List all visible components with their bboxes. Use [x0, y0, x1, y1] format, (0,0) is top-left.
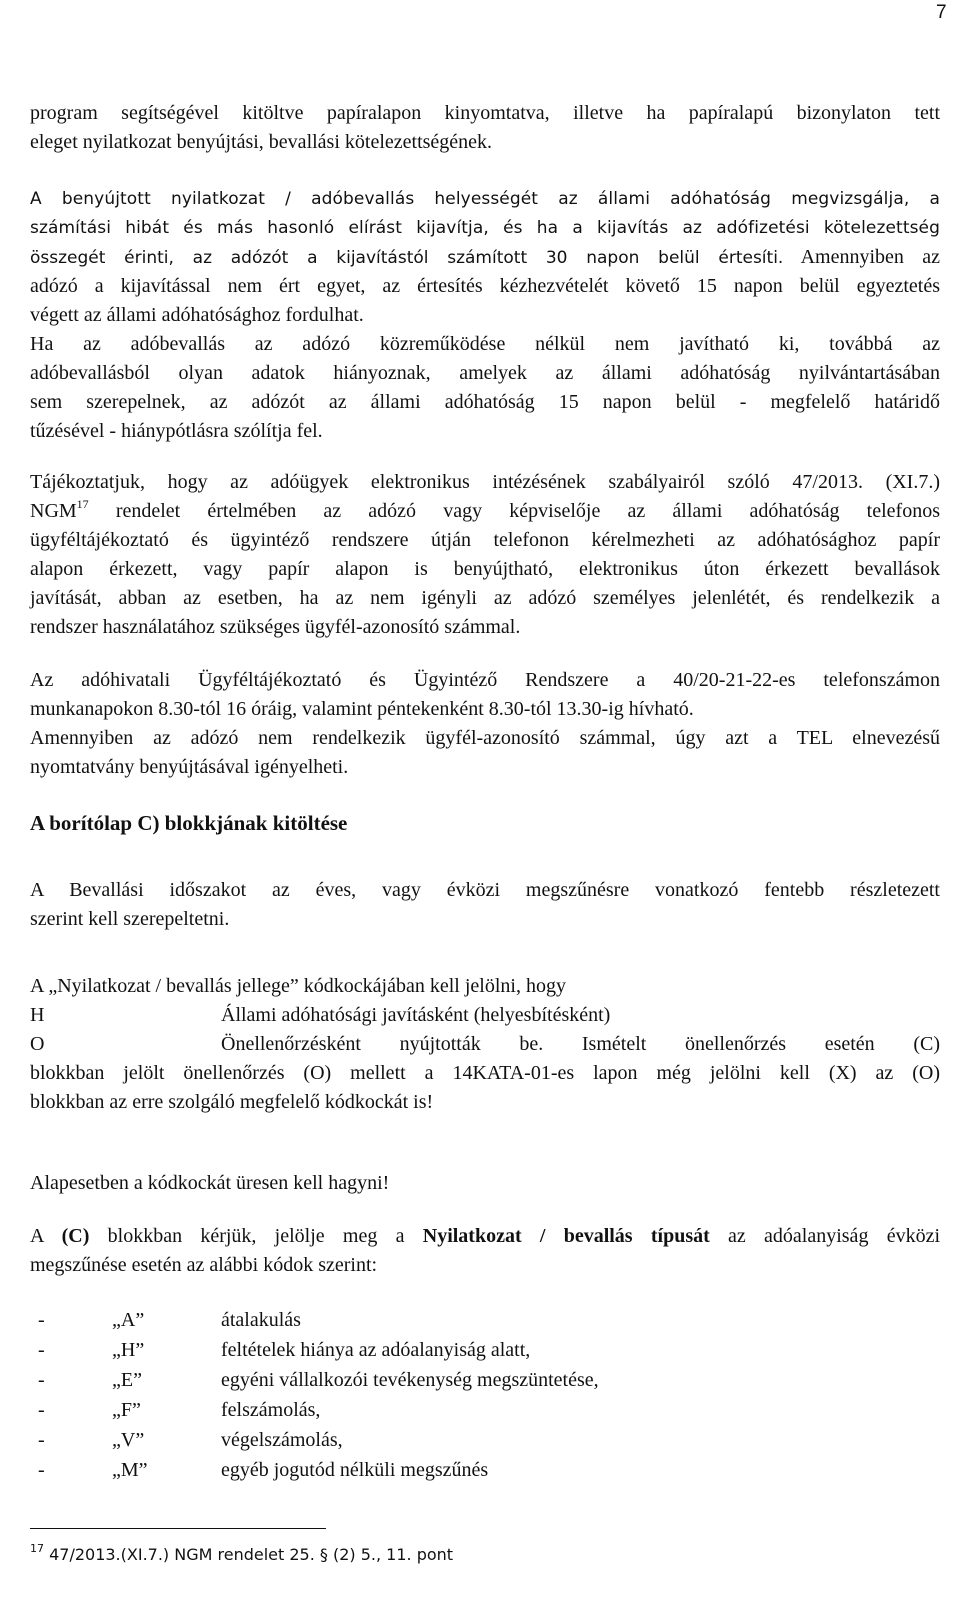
text-line: megszűnése esetén az alábbi kódok szerint: — [30, 1254, 378, 1276]
list-item — [30, 1456, 940, 1486]
text-line: Amennyiben az adózó nem rendelkezik ügyfél-azonosító számmal, úgy azt a TEL elnevezésű — [30, 727, 940, 749]
list-dash: - — [38, 1369, 45, 1391]
paragraph-3 — [30, 468, 940, 642]
page-number: 7 — [936, 2, 947, 23]
list-code: „V” — [112, 1429, 145, 1451]
text-line — [30, 1222, 940, 1251]
list-code: „H” — [112, 1339, 145, 1361]
code-row-h — [30, 1001, 940, 1030]
list-dash: - — [38, 1429, 45, 1451]
footnote — [30, 1542, 453, 1564]
text-line: program segítségével kitöltve papíralapon kinyomtatva, illetve ha papíralapú bizonylaton tett — [30, 102, 940, 124]
text-line: blokkban az erre szolgáló megfelelő kódkockát is! — [30, 1091, 434, 1113]
paragraph-8 — [30, 1222, 940, 1280]
list-desc: egyéb jogutód nélküli megszűnés — [221, 1459, 489, 1481]
text-line: sem szerepelnek, az adózót az állami adóhatóság 15 napon belül - megfelelő határidő — [30, 391, 940, 413]
bold-span: Nyilatkozat / bevallás típusát — [422, 1225, 710, 1247]
text-line — [30, 243, 940, 272]
list-desc: felszámolás, — [221, 1399, 321, 1421]
list-desc: feltételek hiánya az adóalanyiság alatt, — [221, 1339, 531, 1361]
code-row-o — [30, 1030, 940, 1059]
paragraph-6 — [30, 972, 940, 1117]
list-item — [30, 1366, 940, 1396]
paragraph-1 — [30, 99, 940, 157]
list-dash: - — [38, 1339, 45, 1361]
text-line: javítását, abban az esetben, ha az nem igényli az adózó személyes jelenlétét, és rendelkezik a — [30, 587, 940, 609]
footnote-ref: 17 — [76, 497, 89, 511]
text-span: A — [30, 1225, 62, 1247]
code-key: O — [30, 1033, 45, 1055]
text-line: alapon érkezett, vagy papír alapon is benyújtható, elektronikus úton érkezett bevallások — [30, 558, 940, 580]
list-dash: - — [38, 1459, 45, 1481]
text-line: A „Nyilatkozat / bevallás jellege” kódkockájában kell jelölni, hogy — [30, 975, 566, 997]
text-line: tűzésével - hiánypótlásra szólítja fel. — [30, 420, 323, 442]
text-line: Alapesetben a kódkockát üresen kell hagyni! — [30, 1172, 390, 1194]
footnote-text: 47/2013.(XI.7.) NGM rendelet 25. § (2) 5., 11. pont — [44, 1545, 454, 1564]
text-line: nyomtatvány benyújtásával igényelheti. — [30, 756, 349, 778]
list-desc: egyéni vállalkozói tevékenység megszüntetése, — [221, 1369, 599, 1391]
text-line — [30, 497, 940, 526]
list-desc: átalakulás — [221, 1309, 301, 1331]
paragraph-7 — [30, 1169, 940, 1198]
footnote-separator — [30, 1528, 326, 1529]
heading-text: A borítólap C) blokkjának kitöltése — [30, 811, 348, 835]
text-span: összegét érinti, az adózót a kijavítástól számított 30 napon belül értesíti. — [30, 248, 784, 268]
text-line: munkanapokon 8.30-tól 16 óráig, valamint péntekenként 8.30-tól 13.30-ig hívható. — [30, 698, 694, 720]
section-heading — [30, 809, 940, 838]
text-line: szerint kell szerepeltetni. — [30, 908, 230, 930]
text-span: Amennyiben az — [800, 246, 940, 268]
code-list — [30, 1306, 940, 1486]
text-span: rendelet értelmében az adózó vagy képviselője az állami adóhatóság telefonos — [88, 500, 940, 522]
text-line: Az adóhivatali Ügyféltájékoztató és Ügyintéző Rendszere a 40/20-21-22-es telefonszámon — [30, 669, 940, 691]
list-desc: végelszámolás, — [221, 1429, 343, 1451]
text-line: A Bevallási időszakot az éves, vagy évközi megszűnésre vonatkozó fentebb részletezett — [30, 879, 940, 901]
text-span: NGM — [30, 500, 77, 522]
text-line: Tájékoztatjuk, hogy az adóügyek elektronikus intézésének szabályairól szóló 47/2013. (XI.7.) — [30, 471, 940, 493]
list-item — [30, 1396, 940, 1426]
list-code: „F” — [112, 1399, 141, 1421]
paragraph-5 — [30, 876, 940, 934]
text-line: eleget nyilatkozat benyújtási, bevallási kötelezettségének. — [30, 131, 493, 153]
text-span: blokkban kérjük, jelölje meg a — [89, 1225, 423, 1247]
list-item — [30, 1426, 940, 1456]
text-span: az adóalanyiság évközi — [709, 1225, 941, 1247]
list-code: „E” — [112, 1369, 142, 1391]
bold-span: (C) — [61, 1225, 90, 1247]
paragraph-2 — [30, 185, 940, 446]
code-value: Önellenőrzésként nyújtották be. Ismételt önellenőrzés esetén (C) — [221, 1033, 940, 1055]
list-code: „M” — [112, 1459, 148, 1481]
list-item — [30, 1306, 940, 1336]
footnote-number: 17 — [30, 1542, 44, 1555]
text-line: adóbevallásból olyan adatok hiányoznak, amelyek az állami adóhatóság nyilvántartásában — [30, 362, 940, 384]
list-dash: - — [38, 1309, 45, 1331]
text-line: blokkban jelölt önellenőrzés (O) mellett a 14KATA-01-es lapon még jelölni kell (X) az (O) — [30, 1062, 940, 1084]
text-line: ügyféltájékoztató és ügyintéző rendszere útján telefonon kérelmezheti az adóhatósághoz papír — [30, 529, 940, 551]
text-line: végett az állami adóhatósághoz fordulhat. — [30, 304, 364, 326]
list-code: „A” — [112, 1309, 145, 1331]
text-line: számítási hibát és más hasonló elírást kijavítja, és ha a kijavítás az adófizetési kötelezettség — [30, 218, 940, 238]
text-line: A benyújtott nyilatkozat / adóbevallás helyességét az állami adóhatóság megvizsgálja, a — [30, 189, 940, 209]
text-line: rendszer használatához szükséges ügyfél-azonosító számmal. — [30, 616, 521, 638]
code-key: H — [30, 1004, 45, 1026]
paragraph-4 — [30, 666, 940, 782]
text-line: adózó a kijavítással nem ért egyet, az értesítés kézhezvételét követő 15 napon belül egyeztetés — [30, 275, 940, 297]
text-line: Ha az adóbevallás az adózó közreműködése nélkül nem javítható ki, továbbá az — [30, 333, 940, 355]
code-value: Állami adóhatósági javításként (helyesbítésként) — [221, 1004, 611, 1026]
list-dash: - — [38, 1399, 45, 1421]
list-item — [30, 1336, 940, 1366]
